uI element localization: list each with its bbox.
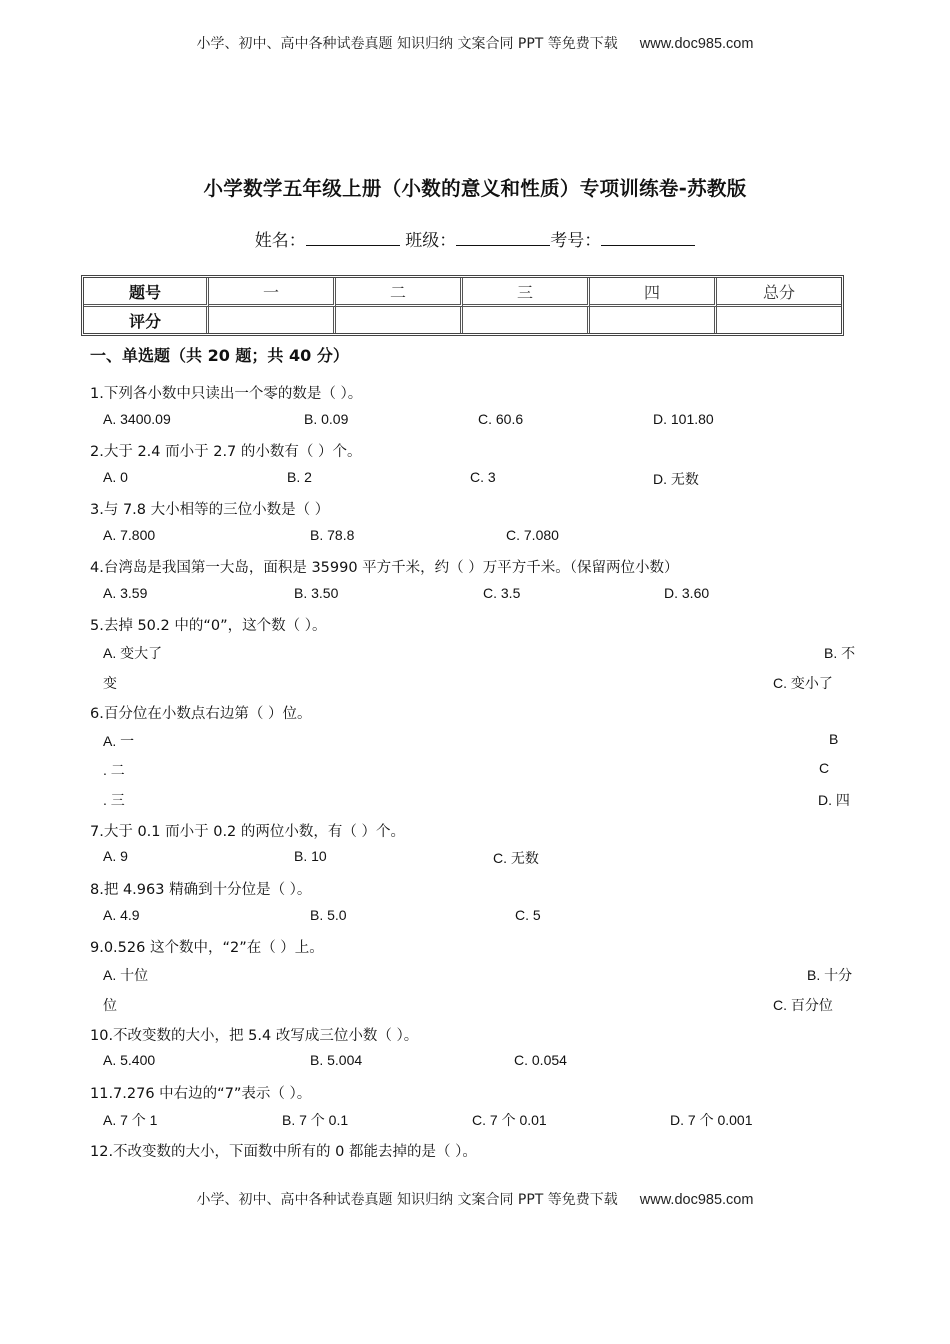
option-10a[interactable]: A. 5.400 <box>103 1052 156 1068</box>
option-11b[interactable]: B. 7 个 0.1 <box>282 1112 349 1128</box>
option-5b-wrap[interactable]: 变 <box>103 675 117 691</box>
score-input-cell[interactable] <box>209 307 336 333</box>
option-8a[interactable]: A. 4.9 <box>103 907 140 923</box>
option-9b-wrap[interactable]: 位 <box>103 997 117 1013</box>
option-1b[interactable]: B. 0.09 <box>304 411 349 427</box>
option-2d[interactable]: D. 无数 <box>653 471 699 487</box>
option-8b[interactable]: B. 5.0 <box>310 907 347 923</box>
section-heading: 一、单选题（共 20 题；共 40 分） <box>90 346 349 365</box>
option-10b[interactable]: B. 5.004 <box>310 1052 363 1068</box>
id-field[interactable] <box>601 231 695 246</box>
option-3a[interactable]: A. 7.800 <box>103 527 156 543</box>
option-6b-wrap[interactable]: . 二 <box>103 762 125 778</box>
option-3c[interactable]: C. 7.080 <box>506 527 559 543</box>
option-7b[interactable]: B. 10 <box>294 848 327 864</box>
option-7a[interactable]: A. 9 <box>103 848 128 864</box>
option-8c[interactable]: C. 5 <box>515 907 541 923</box>
option-11a[interactable]: A. 7 个 1 <box>103 1112 158 1128</box>
question-8: 8.把 4.963 精确到十分位是（ ）。 <box>90 882 312 898</box>
score-table <box>81 275 844 336</box>
class-field[interactable] <box>456 231 550 246</box>
question-2: 2.大于 2.4 而小于 2.7 的小数有（ ）个。 <box>90 444 362 460</box>
score-input-cell[interactable] <box>463 307 590 333</box>
option-9a[interactable]: A. 十位 <box>103 967 149 983</box>
option-9c[interactable]: C. 百分位 <box>773 997 833 1013</box>
option-7c[interactable]: C. 无数 <box>493 850 539 866</box>
option-3b[interactable]: B. 78.8 <box>310 527 355 543</box>
class-label: 班级： <box>405 231 457 251</box>
score-cell: 二 <box>336 278 463 307</box>
header-banner-text: 小学、初中、高中各种试卷真题 知识归纳 文案合同 PPT 等免费下载 <box>196 36 618 52</box>
question-7: 7.大于 0.1 而小于 0.2 的两位小数，有（ ）个。 <box>90 824 405 840</box>
option-6c[interactable]: C <box>819 760 830 776</box>
option-6a[interactable]: A. 一 <box>103 733 135 749</box>
score-cell: 总分 <box>717 278 841 307</box>
option-2b[interactable]: B. 2 <box>287 469 312 485</box>
option-11d[interactable]: D. 7 个 0.001 <box>670 1112 753 1128</box>
option-5b[interactable]: B. 不 <box>824 645 856 661</box>
option-4a[interactable]: A. 3.59 <box>103 585 148 601</box>
id-label: 考号： <box>550 231 602 251</box>
question-9: 9.0.526 这个数中，“2”在（ ）上。 <box>90 940 324 956</box>
student-info <box>0 226 950 251</box>
option-9b[interactable]: B. 十分 <box>807 967 853 983</box>
option-6c-wrap[interactable]: . 三 <box>103 792 125 808</box>
score-cell: 四 <box>590 278 717 307</box>
option-1c[interactable]: C. 60.6 <box>478 411 524 427</box>
option-6b[interactable]: B <box>829 731 839 747</box>
option-1d[interactable]: D. 101.80 <box>653 411 714 427</box>
score-cell: 题号 <box>84 278 209 307</box>
question-4: 4.台湾岛是我国第一大岛，面积是 35990 平方千米，约（ ）万平方千米。（保留两位小数） <box>90 560 679 576</box>
score-input-cell[interactable] <box>590 307 717 333</box>
option-4b[interactable]: B. 3.50 <box>294 585 339 601</box>
option-5a[interactable]: A. 变大了 <box>103 645 163 661</box>
footer-banner-url[interactable]: www.doc985.com <box>639 1192 754 1208</box>
question-11: 11.7.276 中右边的“7”表示（ ）。 <box>90 1086 312 1102</box>
option-2c[interactable]: C. 3 <box>470 469 496 485</box>
option-1a[interactable]: A. 3400.09 <box>103 411 171 427</box>
score-cell: 评分 <box>84 307 209 333</box>
score-input-cell[interactable] <box>717 307 841 333</box>
header-banner <box>0 33 950 53</box>
question-5: 5.去掉 50.2 中的“0”，这个数（ ）。 <box>90 618 327 634</box>
option-5c[interactable]: C. 变小了 <box>773 675 833 691</box>
page-title: 小学数学五年级上册（小数的意义和性质）专项训练卷-苏教版 <box>203 177 747 200</box>
option-11c[interactable]: C. 7 个 0.01 <box>472 1112 547 1128</box>
score-cell: 三 <box>463 278 590 307</box>
score-table-score-row <box>84 307 841 333</box>
question-10: 10.不改变数的大小，把 5.4 改写成三位小数（ ）。 <box>90 1028 419 1044</box>
option-2a[interactable]: A. 0 <box>103 469 128 485</box>
option-10c[interactable]: C. 0.054 <box>514 1052 567 1068</box>
name-field[interactable] <box>306 231 400 246</box>
footer-banner-text: 小学、初中、高中各种试卷真题 知识归纳 文案合同 PPT 等免费下载 <box>196 1192 618 1208</box>
option-6d[interactable]: D. 四 <box>818 792 850 808</box>
footer-banner <box>0 1189 950 1209</box>
header-banner-url[interactable]: www.doc985.com <box>639 36 754 52</box>
score-input-cell[interactable] <box>336 307 463 333</box>
score-table-header-row <box>84 278 841 307</box>
question-12: 12.不改变数的大小，下面数中所有的 0 都能去掉的是（ ）。 <box>90 1144 477 1160</box>
score-cell: 一 <box>209 278 336 307</box>
question-3: 3.与 7.8 大小相等的三位小数是（ ） <box>90 502 330 518</box>
option-4c[interactable]: C. 3.5 <box>483 585 521 601</box>
question-1: 1.下列各小数中只读出一个零的数是（ ）。 <box>90 386 363 402</box>
name-label: 姓名： <box>254 231 306 251</box>
option-4d[interactable]: D. 3.60 <box>664 585 710 601</box>
question-6: 6.百分位在小数点右边第（ ）位。 <box>90 706 312 722</box>
